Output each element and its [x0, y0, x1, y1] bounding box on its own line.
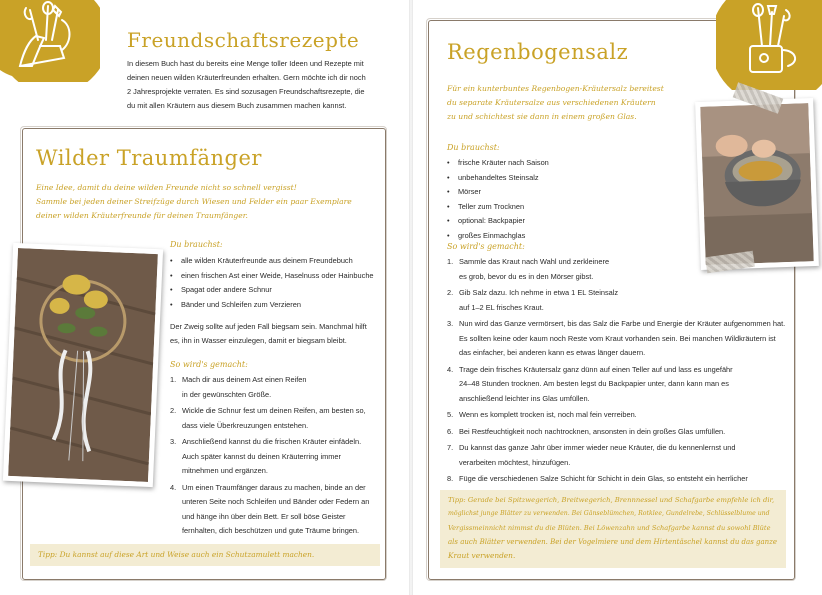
- needs-heading: Du brauchst:: [170, 240, 223, 249]
- intro-paragraph: [127, 57, 397, 113]
- step-number: 4.: [170, 482, 177, 492]
- step-item: [447, 363, 792, 407]
- needs-item: • einen frischen Ast einer Weide, Haselnuss oder Hainbuche: [170, 269, 385, 284]
- step-line: Gib Salz dazu. Ich nehme in etwa 1 EL Steinsalz: [459, 288, 619, 297]
- step-line: verarbeiten möchtest, hinzufügen.: [459, 457, 571, 467]
- needs-list: [170, 254, 385, 312]
- tip-line: Vergissmeinnicht nimmst du die Blüten. Bei Löwenzahn und Schafgarbe kannst du sowohl Blüte: [448, 524, 771, 532]
- steps-list: [447, 255, 792, 503]
- step-item: [447, 425, 792, 440]
- step-item: [447, 255, 792, 284]
- step-line: unteren Seite noch Schleifen und Bänder oder Federn an: [182, 497, 370, 506]
- step-line: Nun wird das Ganze vermörsert, bis das Salz die Farbe und Energie der Kräuter aufgenommen hat.: [459, 319, 786, 328]
- step-line: das einfacher, bei anderen kann es etwas länger dauern.: [459, 348, 646, 357]
- step-line: Bei Restfeuchtigkeit noch nachtrocknen, ansonsten in dein großes Glas umfüllen.: [459, 426, 726, 436]
- step-line: Mach dir aus deinem Ast einen Reifen: [182, 375, 307, 384]
- step-line: dass viele Überkreuzungen entstehen.: [182, 420, 309, 430]
- step-number: 5.: [447, 410, 454, 419]
- needs-item: • großes Einmachglas: [447, 229, 677, 244]
- step-line: Auch später kannst du deinen Kräuterring immer: [182, 451, 341, 461]
- note-line: Der Zweig sollte auf jeden Fall biegsam sein. Manchmal hilft: [170, 322, 367, 331]
- lead-line: Für ein kunterbuntes Regenbogen-Kräutersalz bereitest: [447, 84, 664, 93]
- intro-line: In diesem Buch hast du bereits eine Menge toller Ideen und Rezepte mit: [127, 59, 364, 68]
- steps-list: [170, 373, 388, 541]
- step-number: 1.: [170, 375, 177, 384]
- step-number: 1.: [447, 257, 454, 266]
- tip-box: [30, 544, 380, 566]
- step-line: Du kannst das ganze Jahr über immer wieder neue Kräuter, die du kennenlernst und: [459, 443, 736, 452]
- kitchen-utensils-right-icon: [716, 0, 822, 90]
- tip-line: als auch Blätter verwenden. Bei der Vogelmiere und dem Hirtentäschel kannst du das ganze: [448, 538, 778, 546]
- lead-line: Sammle bei jeden deiner Streifzüge durch Wiesen und Felder ein paar Exemplare: [36, 197, 352, 206]
- dreamcatcher-image: [8, 248, 158, 482]
- intro-line: du mit allen Kräutern aus diesem Buch zusammen machen kannst.: [127, 101, 347, 110]
- step-line: Um einen Traumfänger daraus zu machen, binde an der: [182, 482, 366, 492]
- tip-box: [440, 490, 786, 568]
- mortar-image: [700, 103, 813, 265]
- step-item: [170, 404, 388, 433]
- needs-item: • optional: Backpapier: [447, 214, 677, 229]
- step-line: Anschließend kannst du die frischen Kräuter einfädeln.: [182, 437, 362, 446]
- section-title: Wilder Traumfänger: [36, 146, 262, 170]
- needs-item: • frische Kräuter nach Saison: [447, 156, 677, 171]
- tip-line: möglichst junge Blätter zu verwenden. Bei Gänseblümchen, Rotklee, Gundelrebe, Schlüsselblume und: [448, 510, 770, 517]
- step-item: [447, 286, 792, 315]
- lead-line: Eine Idee, damit du deine wilden Freunde nicht so schnell vergisst!: [36, 183, 297, 192]
- step-line: Trage dein frisches Kräutersalz ganz dünn auf einen Teller auf und lass es ungefähr: [459, 364, 733, 374]
- step-item: [170, 373, 388, 402]
- step-line: Sammle das Kraut nach Wahl und zerkleinere: [459, 257, 610, 266]
- needs-item: • alle wilden Kräuterfreunde aus deinem Freundebuch: [170, 254, 385, 269]
- step-item: [170, 435, 388, 479]
- intro-line: 2 Jahresprojekte verraten. Es sind sozusagen Freundschaftsrezepte, die: [127, 87, 365, 96]
- note-line: es, ihn in Wasser einzulegen, damit er biegsam bleibt.: [170, 336, 347, 345]
- step-line: Es sollten keine oder kaum noch Reste vom Kraut vorhanden sein. Bei manchen Wildkräutern ist: [459, 333, 776, 343]
- lead-line: du separate Kräutersalze aus verschiedenen Kräutern: [447, 98, 656, 107]
- lead-line: deiner wilden Kräuterfreunde für deinen Traumfänger.: [36, 211, 248, 220]
- step-line: es grob, bevor du es in den Mörser gibst.: [459, 271, 594, 281]
- step-line: fernhalten, dich beschützen und gute Träume bringen.: [182, 526, 360, 535]
- step-item: [447, 408, 792, 423]
- step-line: in der gewünschten Größe.: [182, 389, 272, 399]
- step-number: 8.: [447, 474, 454, 483]
- step-number: 4.: [447, 364, 454, 374]
- needs-list: [447, 156, 677, 244]
- step-line: mitnehmen und ergänzen.: [182, 466, 268, 475]
- step-line: und hänge ihn über dein Bett. Er soll böse Geister: [182, 511, 346, 521]
- page-gutter: [409, 0, 413, 595]
- step-number: 2.: [447, 288, 454, 297]
- page-title: Regenbogensalz: [447, 40, 629, 64]
- step-line: anschließend leichter ins Glas umfüllen.: [459, 393, 590, 403]
- needs-heading: Du brauchst:: [447, 143, 500, 152]
- step-item: [447, 317, 792, 361]
- needs-item: • Mörser: [447, 185, 677, 200]
- dreamcatcher-photo: [3, 243, 163, 487]
- tip-line: Kraut verwenden.: [448, 551, 516, 560]
- step-number: 2.: [170, 406, 177, 415]
- step-number: 6.: [447, 426, 454, 436]
- page-title: Freundschaftsrezepte: [127, 28, 360, 52]
- branch-note: [170, 320, 385, 348]
- step-number: 3.: [170, 437, 177, 446]
- step-item: [447, 441, 792, 470]
- step-line: Wenn es komplett trocken ist, noch mal fein verreiben.: [459, 410, 637, 419]
- needs-item: • unbehandeltes Steinsalz: [447, 171, 677, 186]
- kitchen-utensils-left-icon: [0, 0, 100, 82]
- tip-text: Tipp: Du kannst auf diese Art und Weise auch ein Schutzamulett machen.: [38, 550, 315, 559]
- step-item: [170, 481, 388, 539]
- step-number: 7.: [447, 443, 454, 452]
- intro-line: deinen neuen wilden Kräuterfreunden erhalten. Gern möchte ich dir noch: [127, 73, 366, 82]
- needs-item: • Spagat oder andere Schnur: [170, 283, 385, 298]
- needs-item: • Teller zum Trocknen: [447, 200, 677, 215]
- step-line: Füge die verschiedenen Salze Schicht für Schicht in dein Glas, so entsteht ein herrlicher: [459, 474, 748, 483]
- steps-heading: So wird's gemacht:: [170, 360, 248, 369]
- section-lead: [36, 181, 381, 223]
- steps-heading: So wird's gemacht:: [447, 242, 525, 251]
- section-lead: [447, 82, 697, 124]
- step-line: auf 1–2 EL frisches Kraut.: [459, 302, 544, 312]
- lead-line: zu und schichtest sie dann in einem großen Glas.: [447, 112, 637, 121]
- mortar-photo: [695, 98, 819, 270]
- step-line: Wickle die Schnur fest um deinen Reifen, am besten so,: [182, 406, 366, 415]
- tip-line: Tipp: Gerade bei Spitzwegerich, Breitwegerich, Brennnessel und Schafgarbe empfehle ich dir,: [448, 496, 775, 504]
- needs-item: • Bänder und Schleifen zum Verzieren: [170, 298, 385, 313]
- step-line: 24–48 Stunden trocknen. Am besten legst du Backpapier unter, dann kann man es: [459, 379, 729, 388]
- step-number: 3.: [447, 319, 454, 328]
